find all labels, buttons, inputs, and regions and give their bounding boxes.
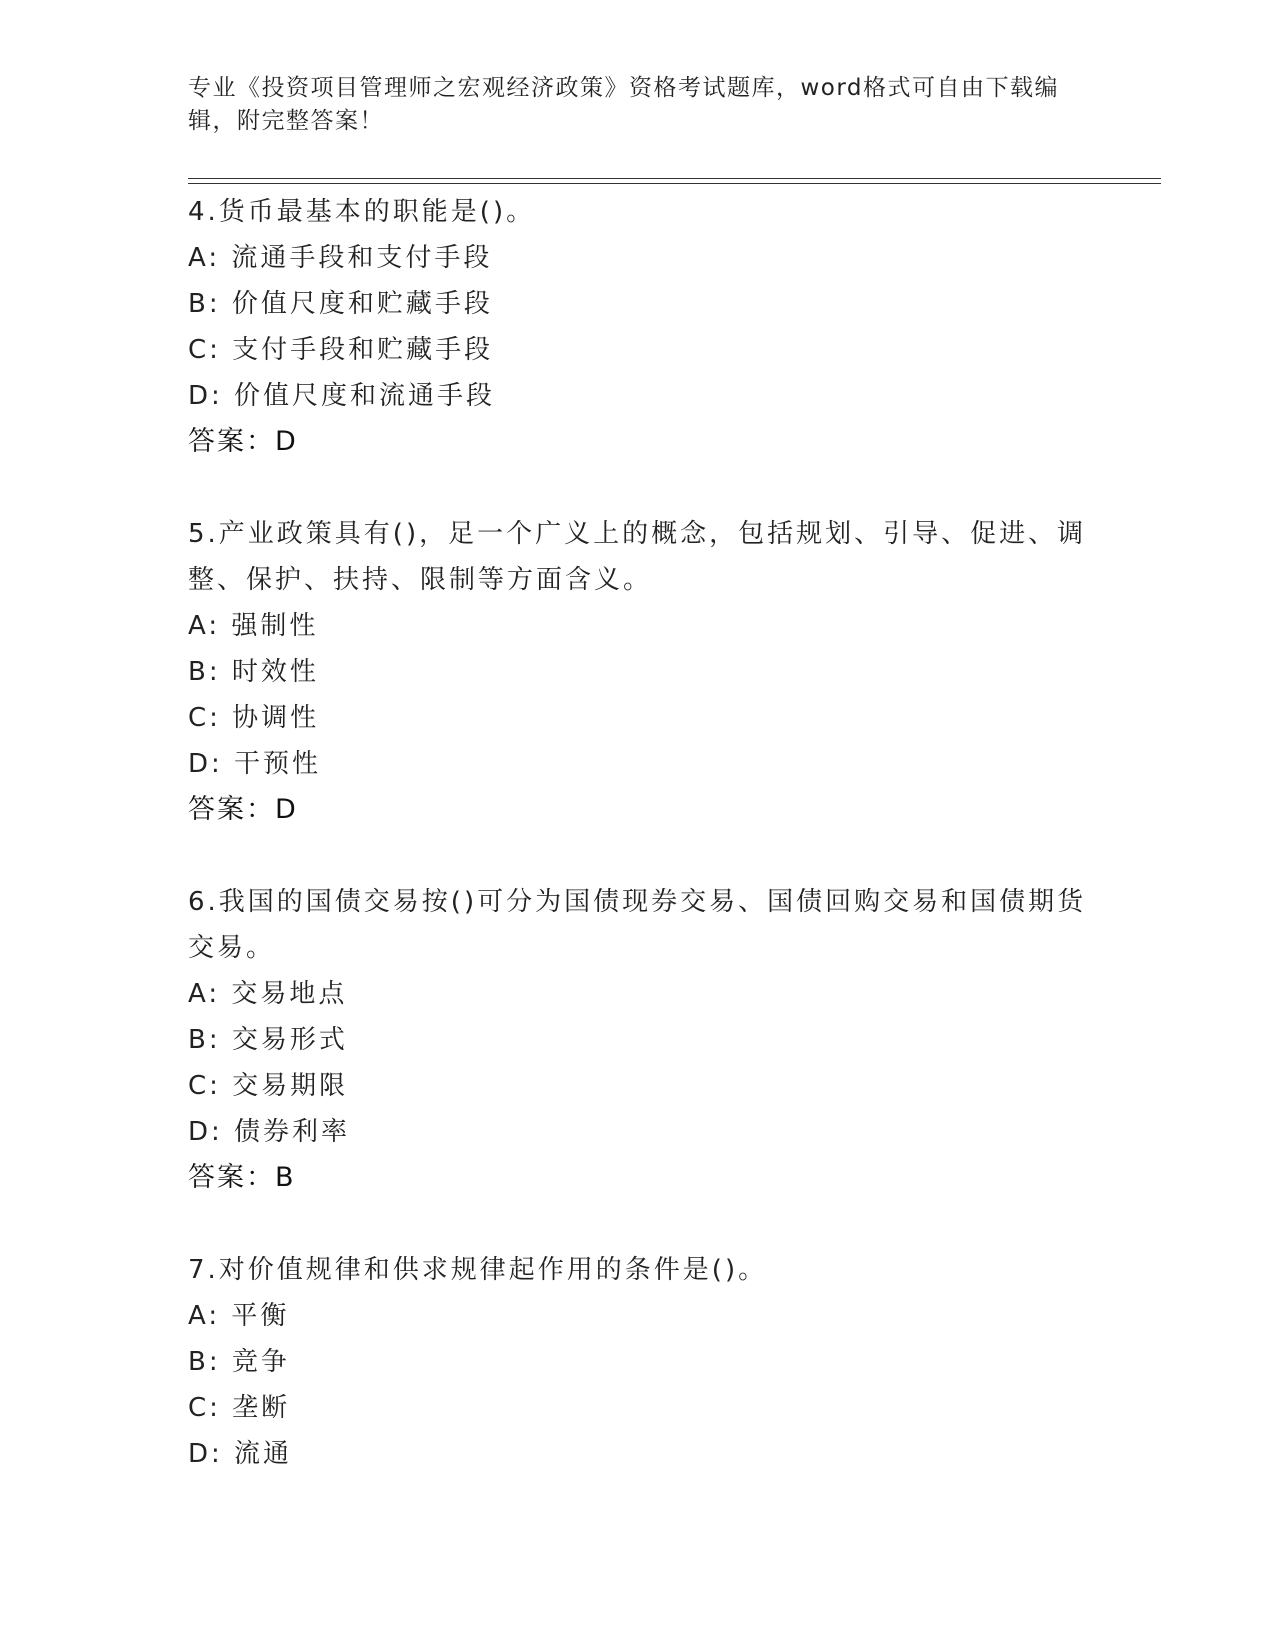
document-header: 专业《投资项目管理师之宏观经济政策》资格考试题库，word格式可自由下载编辑，附完整答案！ [188,75,1060,134]
answer: 答案：D [188,794,298,825]
option-c: C: 支付手段和贮藏手段 [188,335,494,365]
option-d: D: 债券利率 [188,1117,351,1147]
option-c: C: 交易期限 [188,1071,349,1101]
question-7 [188,1247,1088,1477]
option-a: A: 强制性 [188,611,319,641]
question-4 [188,189,1088,465]
option-a: A: 交易地点 [188,979,348,1009]
question-6 [188,879,1088,1201]
question-5 [188,511,1088,833]
option-b: B: 时效性 [188,657,319,687]
option-b: B: 价值尺度和贮藏手段 [188,289,493,319]
question-stem: 5.产业政策具有()，足一个广义上的概念，包括规划、引导、促进、调整、保护、扶持、限制等方面含义。 [188,519,1087,595]
option-c: C: 垄断 [188,1393,291,1423]
option-b: B: 竞争 [188,1347,290,1377]
question-stem: 7.对价值规律和供求规律起作用的条件是()。 [188,1255,768,1285]
option-a: A: 平衡 [188,1301,290,1331]
option-d: D: 价值尺度和流通手段 [188,381,496,411]
option-a: A: 流通手段和支付手段 [188,243,493,273]
option-d: D: 干预性 [188,749,322,779]
option-b: B: 交易形式 [188,1025,348,1055]
header-divider-bottom [188,183,1161,184]
option-c: C: 协调性 [188,703,320,733]
question-stem: 6.我国的国债交易按()可分为国债现券交易、国债回购交易和国债期货交易。 [188,887,1087,963]
option-d: D: 流通 [188,1439,293,1469]
answer: 答案：D [188,426,298,457]
question-stem: 4.货币最基本的职能是()。 [188,197,536,227]
question-list [188,189,1088,1477]
header-divider-top [188,178,1161,179]
answer: 答案：B [188,1162,296,1193]
